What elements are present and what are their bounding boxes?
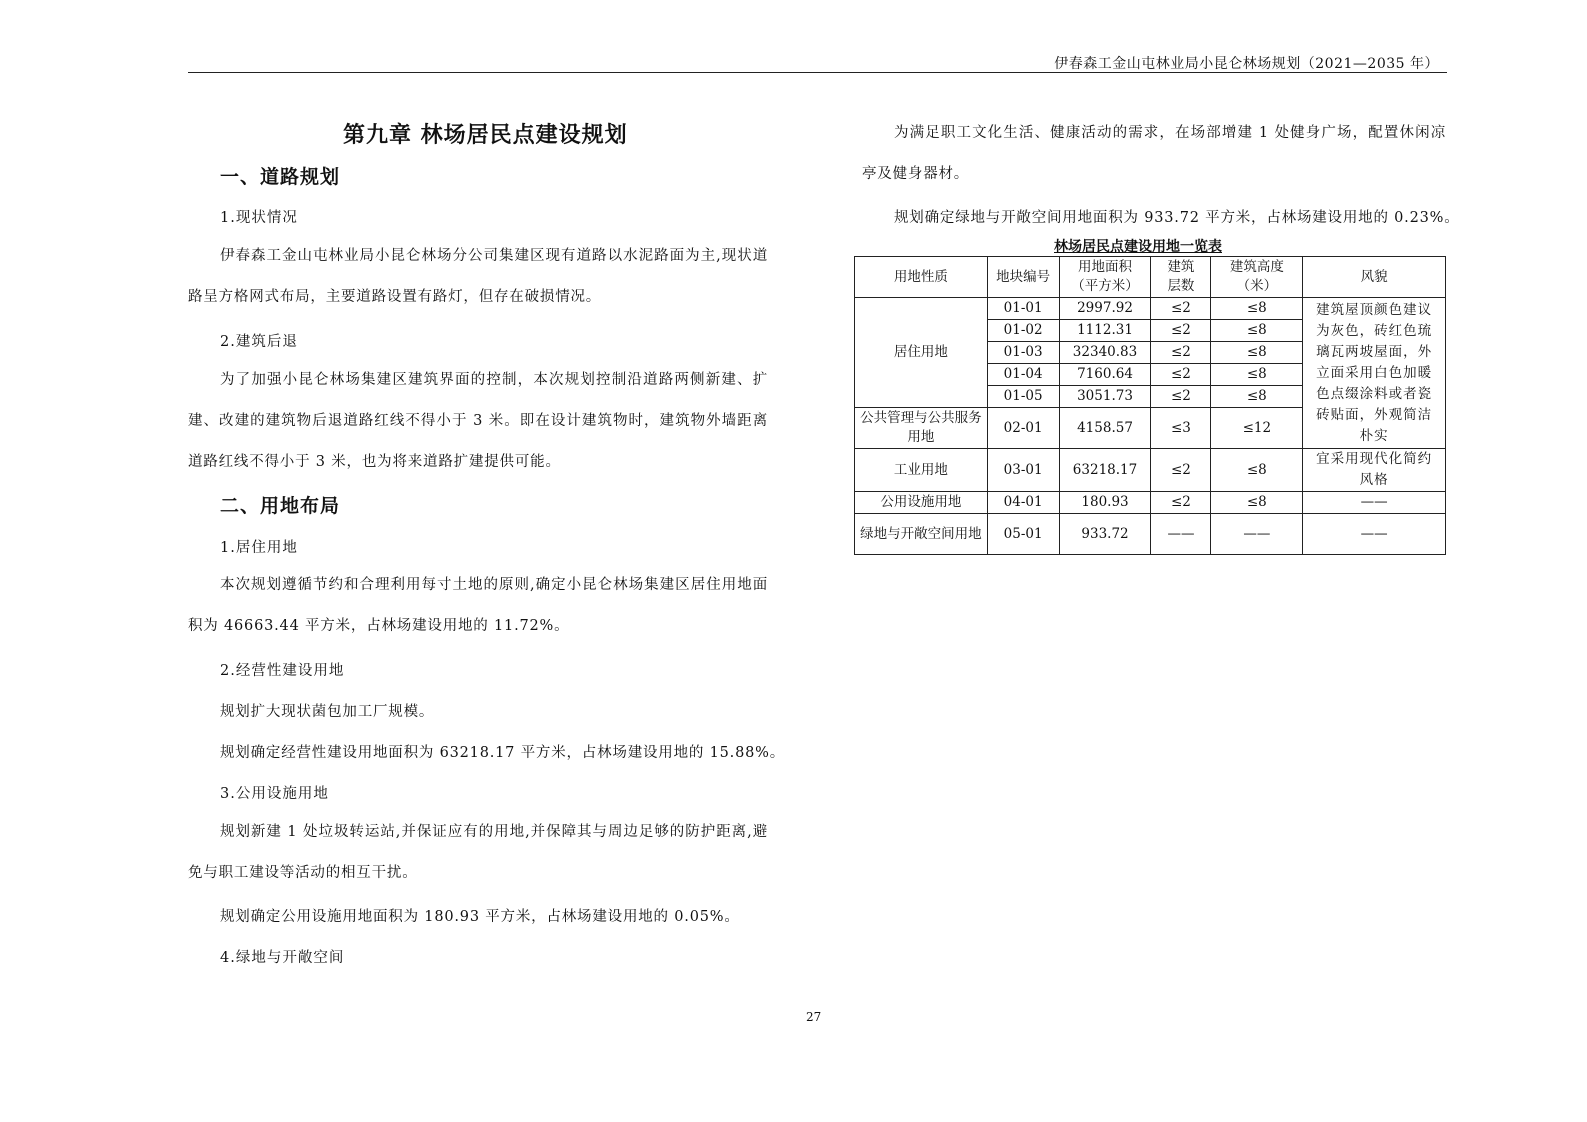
cell-landuse-type: 公共管理与公共服务用地 [855, 408, 988, 449]
cell-landuse-type: 公用设施用地 [855, 492, 988, 514]
cell-floors: ≤2 [1151, 342, 1211, 364]
subsection-setback-title: 2.建筑后退 [220, 334, 298, 350]
paragraph-utility-a: 规划新建 1 处垃圾转运站,并保证应有的用地,并保障其与周边足够的防护距离,避免与职工建设等活动的相互干扰。 [188, 824, 768, 881]
page-number: 27 [806, 1010, 822, 1024]
cell-landuse-type: 绿地与开敞空间用地 [855, 514, 988, 555]
paragraph-utility-b: 规划确定公用设施用地面积为 180.93 平方米，占林场建设用地的 0.05%。 [220, 909, 740, 925]
subsection-residential-title: 1.居住用地 [220, 540, 298, 556]
table-row [855, 298, 1446, 320]
cell-plot-code: 01-02 [987, 320, 1059, 342]
cell-floors: ≤2 [1151, 364, 1211, 386]
cell-plot-code: 01-04 [987, 364, 1059, 386]
cell-area: 4158.57 [1059, 408, 1151, 449]
subsection-commercial-title: 2.经营性建设用地 [220, 663, 345, 679]
cell-floors: —— [1151, 514, 1211, 555]
cell-appearance: —— [1303, 492, 1446, 514]
table-row [855, 492, 1446, 514]
header-appearance: 风貌 [1303, 257, 1446, 298]
cell-height: ≤8 [1211, 386, 1303, 408]
cell-plot-code: 03-01 [987, 449, 1059, 492]
cell-floors: ≤2 [1151, 298, 1211, 320]
cell-area: 7160.64 [1059, 364, 1151, 386]
landuse-table [854, 256, 1446, 555]
running-header: 伊春森工金山屯林业局小昆仑林场规划（2021—2035 年） [1054, 56, 1439, 72]
cell-height: ≤8 [1211, 342, 1303, 364]
cell-appearance: —— [1303, 514, 1446, 555]
cell-area: 1112.31 [1059, 320, 1151, 342]
cell-height: ≤8 [1211, 364, 1303, 386]
header-plot-code: 地块编号 [987, 257, 1059, 298]
section-road-title: 一、道路规划 [220, 166, 341, 188]
paragraph-fitness: 为满足职工文化生活、健康活动的需求，在场部增建 1 处健身广场，配置休闲凉亭及健身器材。 [862, 125, 1446, 182]
cell-landuse-type: 工业用地 [855, 449, 988, 492]
cell-height: ≤12 [1211, 408, 1303, 449]
paragraph-commercial-b: 规划确定经营性建设用地面积为 63218.17 平方米，占林场建设用地的 15.88%。 [220, 745, 785, 761]
cell-plot-code: 01-03 [987, 342, 1059, 364]
cell-height: ≤8 [1211, 449, 1303, 492]
cell-area: 2997.92 [1059, 298, 1151, 320]
header-floors: 建筑 层数 [1151, 257, 1211, 298]
cell-area: 3051.73 [1059, 386, 1151, 408]
table-caption: 林场居民点建设用地一览表 [1054, 239, 1222, 255]
paragraph-residential: 本次规划遵循节约和合理利用每寸土地的原则,确定小昆仑林场集建区居住用地面积为 46663.44 平方米，占林场建设用地的 11.72%。 [188, 577, 768, 634]
cell-floors: ≤3 [1151, 408, 1211, 449]
table-header-row [855, 257, 1446, 298]
cell-height: —— [1211, 514, 1303, 555]
header-landuse-type: 用地性质 [855, 257, 988, 298]
cell-floors: ≤2 [1151, 320, 1211, 342]
cell-height: ≤8 [1211, 320, 1303, 342]
cell-floors: ≤2 [1151, 492, 1211, 514]
paragraph-green-area: 规划确定绿地与开敞空间用地面积为 933.72 平方米，占林场建设用地的 0.23%。 [894, 210, 1460, 226]
header-area: 用地面积 （平方米） [1059, 257, 1151, 298]
cell-plot-code: 01-05 [987, 386, 1059, 408]
section-landuse-title: 二、用地布局 [220, 495, 341, 517]
chapter-title: 第九章 林场居民点建设规划 [343, 123, 628, 148]
paragraph-setback: 为了加强小昆仑林场集建区建筑界面的控制，本次规划控制沿道路两侧新建、扩建、改建的建筑物后退道路红线不得小于 3 米。即在设计建筑物时，建筑物外墙距离道路红线不得小于 3 米，也为将来道路扩建提供可能。 [188, 372, 768, 470]
cell-plot-code: 05-01 [987, 514, 1059, 555]
paragraph-current-status: 伊春森工金山屯林业局小昆仑林场分公司集建区现有道路以水泥路面为主,现状道路呈方格网式布局，主要道路设置有路灯，但存在破损情况。 [188, 248, 768, 305]
cell-floors: ≤2 [1151, 449, 1211, 492]
cell-plot-code: 04-01 [987, 492, 1059, 514]
table-row [855, 449, 1446, 492]
header-rule [188, 72, 1447, 73]
table-row [855, 514, 1446, 555]
cell-area: 933.72 [1059, 514, 1151, 555]
subsection-green-title: 4.绿地与开敞空间 [220, 950, 345, 966]
cell-appearance: 宜采用现代化简约风格 [1303, 449, 1446, 492]
cell-plot-code: 01-01 [987, 298, 1059, 320]
cell-floors: ≤2 [1151, 386, 1211, 408]
cell-area: 32340.83 [1059, 342, 1151, 364]
paragraph-commercial-a: 规划扩大现状菌包加工厂规模。 [220, 704, 435, 720]
cell-area: 180.93 [1059, 492, 1151, 514]
subsection-current-title: 1.现状情况 [220, 210, 298, 226]
cell-landuse-type: 居住用地 [855, 298, 988, 408]
cell-height: ≤8 [1211, 492, 1303, 514]
subsection-utility-title: 3.公用设施用地 [220, 786, 329, 802]
cell-area: 63218.17 [1059, 449, 1151, 492]
header-height: 建筑高度 （米） [1211, 257, 1303, 298]
cell-height: ≤8 [1211, 298, 1303, 320]
cell-appearance: 建筑屋顶颜色建议为灰色，砖红色琉璃瓦两坡屋面，外立面采用白色加暖色点缀涂料或者瓷砖贴面，外观简洁朴实 [1303, 298, 1446, 449]
cell-plot-code: 02-01 [987, 408, 1059, 449]
